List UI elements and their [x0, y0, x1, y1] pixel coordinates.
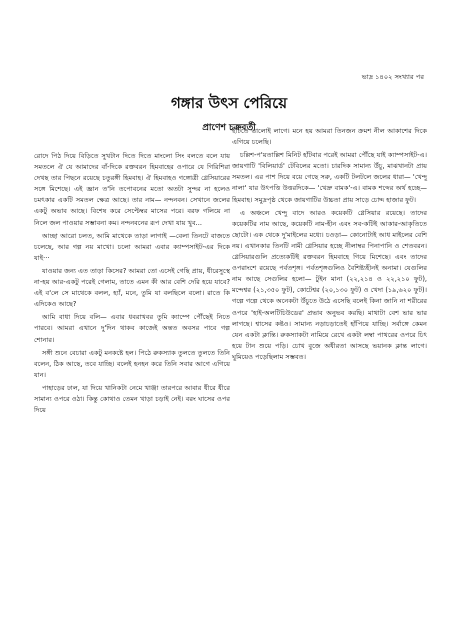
- paragraph: সঙ্গী শুনে বেচারা একটু মনকষ্টে হল। পিঠে রুকস্যাক তুলতে তুলতে তিনি বলেন, ঠিক আছে, তবে যাচ্ছি। বলেই হনহন করে তিনি সবার আগে এগিয়ে যান।: [34, 348, 230, 379]
- paragraph: হাঁটতে ভালোই লাগে। মনে হয় আমরা তিনজন ক্রমশ নীল আকাশের দিকে এগিয়ে চলেছি।: [232, 127, 427, 147]
- article-title: গঙ্গার উৎস পেরিয়ে: [170, 94, 288, 112]
- paragraph: যাওয়ার জন্য এত তাড়া কিসের? আমরা তো এসেই গেছি প্রায়, ধীরেসুস্থে না-হয় আর-একটু পরেই গেলাম, তাতে এমন কী আর বেশি দেরি হয়ে যাবে? এই ব'লে সে মাথেকে বলল, হ্যাঁ, মনে, তুমি যা বলছিলে বলো। রাতে কি এদিকেও আছে?: [34, 266, 230, 309]
- right-column: [232, 126, 427, 365]
- paragraph: রোদে পিঠ দিয়ে বিড়িতে সুখটান দিতে দিতে মাংলো সিং বলতে বলে যায় সমতলে ঐ যে আমাদের বাঁ-দিকে রক্তবরন হিমবাহের ওপারে যে গিরিশিরা দেখছ তার পিছনে রয়েছে চতুরঙ্গী হিমবাহ। ঐ হিমবাহও গঙ্গোত্রী গ্লেসিয়ারের সঙ্গে মিশেছে। এই জ্ঞান ত'নি তপোবনের মতো অতটা সুন্দর না হলেও চমৎকার একটি সমতল ক্ষেত্র আছে। তার নাম— নন্দনবন। সেখানে জলের একটু অভাব আছে। বিশেষ করে সেপ্টেম্বর মাসের পরে। বরফ গলিয়ে না নিলে জল পাওয়ার সম্ভাবনা কম। নন্দনবনের রূপ দেখা যায় খুব...: [34, 152, 230, 227]
- paragraph: আচ্ছা আরো চলত, আমি মাথেকে তাড়া লাগাই —বেলা তিনটে বাজতে চলেছে, আর গল্প নয় মাখো। চলো আমরা এবার ক্যাম্পসাইট-এর দিকে যাই···: [34, 231, 230, 262]
- article-author: প্রাণেশ চক্রবর্তী: [202, 123, 256, 133]
- left-column: [34, 151, 230, 418]
- paragraph: এ অঞ্চলে খেন্দু বাদে আরও কয়েকটি গ্লেসিয়ার রয়েছে। তাদের কয়েকটির নাম আছে, কয়েকটি নাম-হীন এবং সব-কটিই আকার-আকৃতিতে ছোটো। এক থেকে দু'মাইলের মধ্যে। চওড়া— কোনোটাই আধ মাইলের বেশি নয়। এখানকার তিনটি নামী গ্লেসিয়ার হচ্ছে নীলাম্বর পিনাপানি ও শেতবরন। গ্লেসিয়ারগুলি প্রত্যেকটিই রক্তবরন হিমবাহে গিয়ে মিশেছে। এবং তাদের ওপরাংশে রয়েছে পর্বতশৃঙ্গ। পর্বতশৃঙ্গগুলিও বৈশিষ্ট্যহীনই অনামা। যেগুলির নাম আছে সেগুলির হলো— টুইন মানা (২২,২১৪ ও ২২,২১০ ফুট), মন্দেশ্বর (২১,৩৫০ ফুট), কোটেশ্বর (২০,১৩০ ফুট) ও খেদা (১৯,৬২০ ফুট)। গল্পে গল্পে থেকে অনেকটা উঁচুতে উঠে এসেছি বলেই কিনা জানি না শরীরের ওপরে 'হাই-অলটিচিউডের' প্রভাব অনুভব করছি। মাথাটা বেশ ভার ভার লাগছে। শ্বাসের কষ্টও। সামান্য নড়াচড়াতেই হাঁপিয়ে যাচ্ছি। সর্বাঙ্গে কেমন যেন একটা ক্লান্তি। রুকস্যাকটা নামিয়ে রেখে একটা লম্বা পাথরের ওপরে চিৎ হয়ে টান শুয়ে পড়ি। চোখ বুজে অধীরতা আসছে ভয়ানক ক্লান্ত লাগে। ঘুমিয়েও পড়েছিলাম সম্ভবত।: [232, 208, 427, 361]
- paragraph: পাহাড়ের ঢাল, যা দিয়ে খানিকটা নেমে খাঞ্জা তারপরে আবার ধীরে ধীরে সামান্য ওপরে ওঠা। কিন্তু কোথাও তেমন খাড়া চড়াই নেই। বরং ঘাসের ওপর দিয়ে: [34, 383, 230, 415]
- paragraph: আমি বাধা দিয়ে বলি— এবার ধবরাখবর তুমি ক্যাম্পে পৌঁছেই নিতে পারবে। আমরা এখানে দু'দিন থাকব কাজেই অন্তত অবসর পাবে গল্প শোনার।: [34, 313, 230, 344]
- paragraph: চল্লিশ-প'য়তাল্লিশ মিনিট হাঁটবার পরেই আমরা পৌঁছে যাই ক্যাম্পসাইট-এ। জায়গাটি 'বিলিয়ার্ড' টেবিলের মতো। চারদিক সামান্য উঁচু, মাঝখানটা প্রায় সমতল। এর পাশ দিয়ে বয়ে গেছে সরু, একটি টলটলে জলের ধারা— 'খেন্দু নালা' যার উৎপত্তি উত্তরদিকে— 'খেদ্রু বামক'-এ। বামক শব্দের অর্থ হচ্ছে— হিমবাহ। সমুদ্রপৃষ্ঠ থেকে জায়গাটির উচ্চতা প্রায় সাড়ে চোদ্দ হাজার ফুট।: [232, 151, 427, 204]
- issue-reference: ভাদ্র ১৪০২ সংখ্যার পর: [361, 73, 424, 81]
